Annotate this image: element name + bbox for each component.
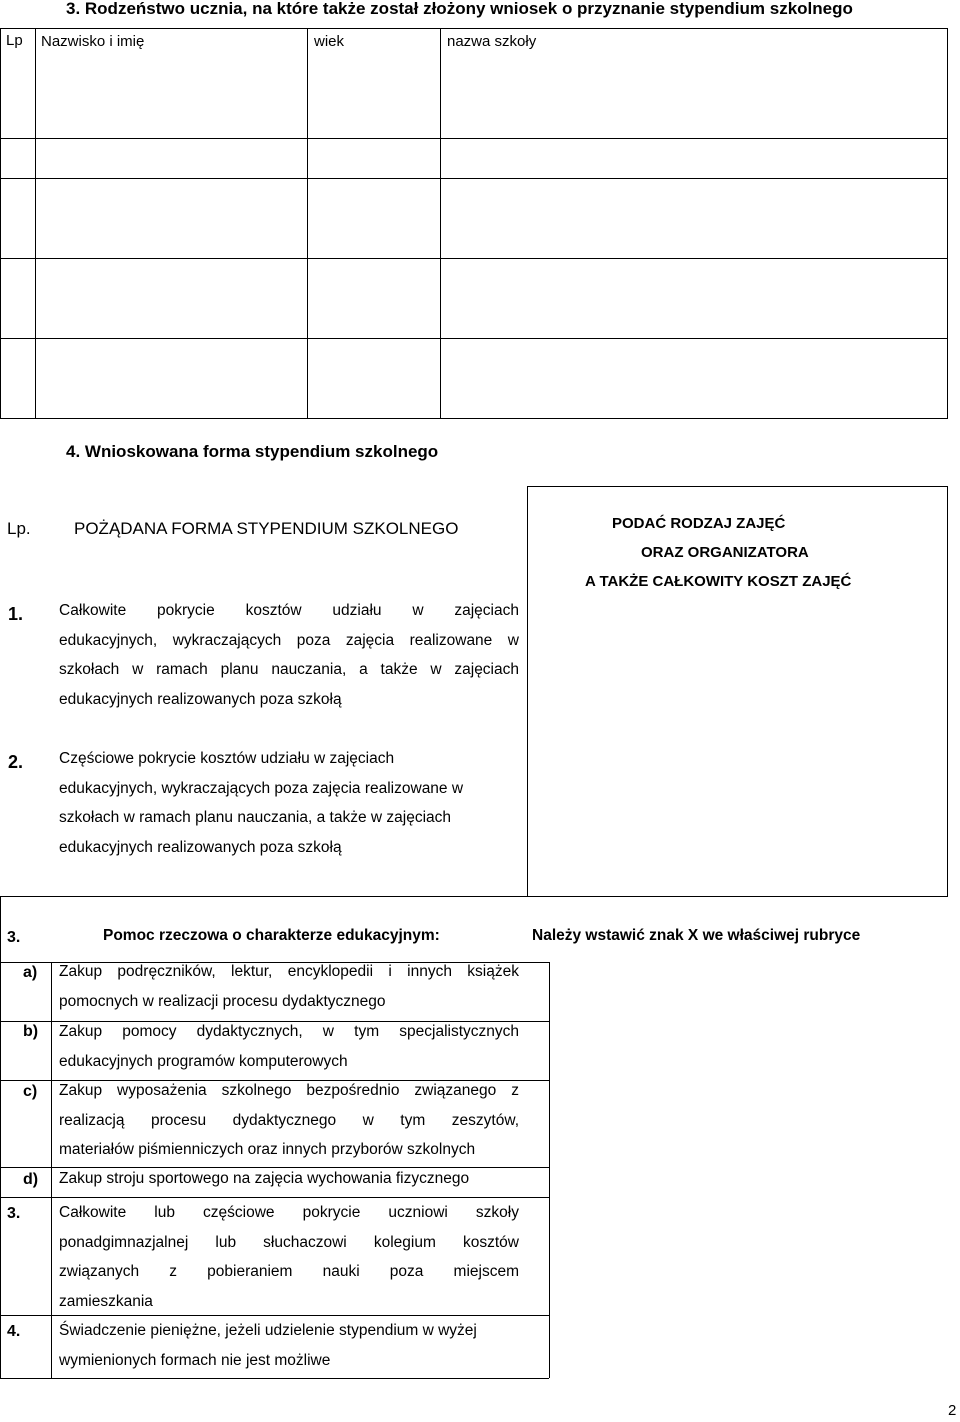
- item-2-line: edukacyjnych, wykraczających poza zajęcia realizowane w: [59, 779, 464, 797]
- subitem-b-line: Zakup pomocy dydaktycznych, w tym specjalistycznych: [59, 1023, 519, 1040]
- item-3b-line: Całkowite lub częściowe pokrycie uczniowi szkoły: [59, 1204, 519, 1221]
- subitem-c-text: [59, 1076, 519, 1165]
- subitem-b-label: b): [23, 1023, 39, 1040]
- item-3b-line: związanych z pobieraniem nauki poza miejscem: [59, 1263, 519, 1280]
- item-1-line: Całkowite pokrycie kosztów udziału w zajęciach: [59, 602, 519, 619]
- section-4-heading: 4. Wnioskowana forma stypendium szkolnego: [66, 442, 439, 461]
- item-3b-line: zamieszkania: [59, 1292, 153, 1310]
- item-4-line: wymienionych formach nie jest możliwe: [59, 1351, 331, 1369]
- column-header-right-line-1: PODAĆ RODZAJ ZAJĘĆ: [612, 515, 786, 532]
- column-header-lp: Lp: [6, 32, 23, 49]
- subitem-a-line: pomocnych w realizacji procesu dydaktycznego: [59, 992, 386, 1010]
- column-header-right-line-2: ORAZ ORGANIZATORA: [641, 544, 809, 561]
- subitem-b-text: [59, 1017, 519, 1076]
- column-header-form: POŻĄDANA FORMA STYPENDIUM SZKOLNEGO: [74, 519, 459, 538]
- item-3b-line: ponadgimnazjalnej lub słuchaczowi kolegium kosztów: [59, 1233, 519, 1251]
- item-1-text: [59, 596, 519, 714]
- subitem-d-label: d): [23, 1171, 39, 1188]
- item-1-number: 1.: [8, 604, 24, 624]
- column-header-school: nazwa szkoły: [447, 33, 537, 50]
- subitem-d-text: [59, 1164, 469, 1194]
- column-header-right-line-3: A TAKŻE CAŁKOWITY KOSZT ZAJĘĆ: [585, 573, 852, 590]
- column-header-name: Nazwisko i imię: [41, 33, 145, 50]
- subitem-a-text: [59, 957, 519, 1016]
- page-number: 2: [948, 1402, 957, 1419]
- item-3-title: Pomoc rzeczowa o charakterze edukacyjnym:: [103, 927, 440, 944]
- item-2-line: szkołach w ramach planu nauczania, a także w zajęciach: [59, 809, 452, 826]
- subitem-c-label: c): [23, 1083, 38, 1100]
- item-3b-number: 3.: [7, 1205, 21, 1222]
- item-1-line: edukacyjnych, wykraczających poza zajęcia realizowane w: [59, 631, 519, 649]
- subitem-c-line: realizacją procesu dydaktycznego w tym zeszytów,: [59, 1111, 519, 1129]
- item-2-text: [59, 744, 463, 862]
- column-header-age: wiek: [314, 33, 345, 50]
- item-2-line: edukacyjnych realizowanych poza szkołą: [59, 838, 342, 856]
- item-3-note: Należy wstawić znak X we właściwej rubryce: [532, 927, 861, 944]
- subitem-a-line: Zakup podręczników, lektur, encyklopedii i innych książek: [59, 963, 519, 980]
- section-3-heading: 3. Rodzeństwo ucznia, na które także został złożony wniosek o przyznanie stypendium szkolnego: [66, 0, 853, 18]
- item-1-line: edukacyjnych realizowanych poza szkołą: [59, 690, 342, 708]
- subitem-a-label: a): [23, 964, 38, 981]
- item-4-number: 4.: [7, 1323, 21, 1340]
- item-3b-text: [59, 1198, 519, 1316]
- subitem-b-line: edukacyjnych programów komputerowych: [59, 1052, 348, 1070]
- subitem-d-line: Zakup stroju sportowego na zajęcia wychowania fizycznego: [59, 1170, 470, 1187]
- item-2-number: 2.: [8, 752, 24, 772]
- column-header-lp: Lp.: [7, 519, 31, 538]
- subitem-c-line: materiałów piśmienniczych oraz innych przyborów szkolnych: [59, 1141, 476, 1158]
- subitem-c-line: Zakup wyposażenia szkolnego bezpośrednio związanego z: [59, 1082, 519, 1099]
- item-4-line: Świadczenie pieniężne, jeżeli udzielenie stypendium w wyżej: [59, 1322, 477, 1339]
- item-3-number: 3.: [7, 929, 21, 946]
- item-4-text: [59, 1316, 477, 1375]
- item-2-line: Częściowe pokrycie kosztów udziału w zajęciach: [59, 750, 395, 767]
- item-1-line: szkołach w ramach planu nauczania, a także w zajęciach: [59, 661, 519, 678]
